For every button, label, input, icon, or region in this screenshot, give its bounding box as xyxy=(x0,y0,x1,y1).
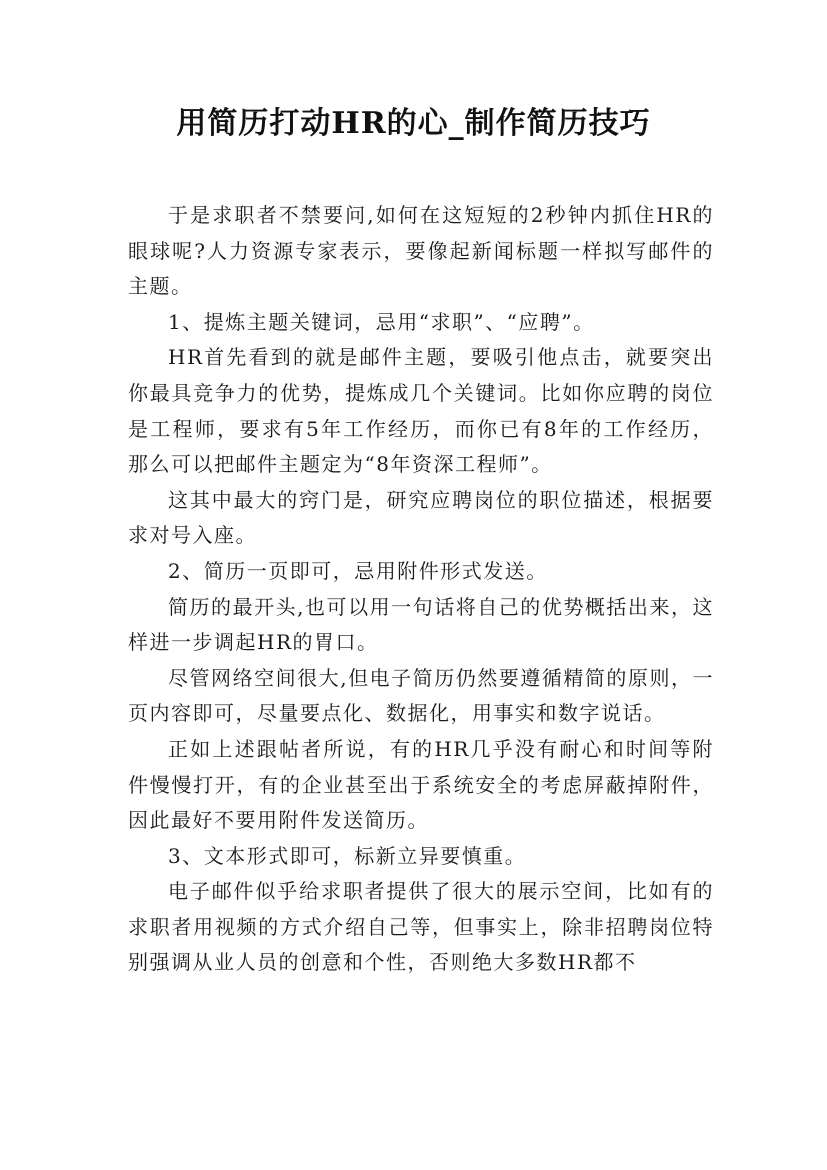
paragraph: 于是求职者不禁要问,如何在这短短的2秒钟内抓住HR的眼球呢?人力资源专家表示，要像起新闻标题一样拟写邮件的主题。 xyxy=(128,203,714,299)
paragraph: 正如上述跟帖者所说，有的HR几乎没有耐心和时间等附件慢慢打开，有的企业甚至出于系统安全的考虑屏蔽掉附件，因此最好不要用附件发送简历。 xyxy=(128,736,714,833)
paragraph: 电子邮件似乎给求职者提供了很大的展示空间，比如有的求职者用视频的方式介绍自己等，但事实上，除非招聘岗位特别强调从业人员的创意和个性，否则绝大多数HR都不 xyxy=(128,879,714,975)
paragraph: 3、文本形式即可，标新立异要慎重。 xyxy=(168,843,527,868)
document-title: 用简历打动HR的心_制作简历技巧 xyxy=(176,106,651,141)
document-body xyxy=(128,198,714,981)
paragraph: 这其中最大的窍门是，研究应聘岗位的职位描述，根据要求对号入座。 xyxy=(128,487,714,548)
paragraph: HR首先看到的就是邮件主题，要吸引他点击，就要突出你最具竞争力的优势，提炼成几个关键词。比如你应聘的岗位是工程师，要求有5年工作经历，而你已有8年的工作经历，那么可以把邮件主题定为“8年资深工程师”。 xyxy=(128,345,714,477)
paragraph: 2、简历一页即可，忌用附件形式发送。 xyxy=(168,558,548,583)
paragraph: 尽管网络空间很大,但电子简历仍然要遵循精简的原则，一页内容即可，尽量要点化、数据化，用事实和数字说话。 xyxy=(128,665,714,726)
paragraph: 简历的最开头,也可以用一句话将自己的优势概括出来，这样进一步调起HR的胃口。 xyxy=(128,594,714,655)
paragraph: 1、提炼主题关键词，忌用“求职”、“应聘”。 xyxy=(168,309,595,334)
